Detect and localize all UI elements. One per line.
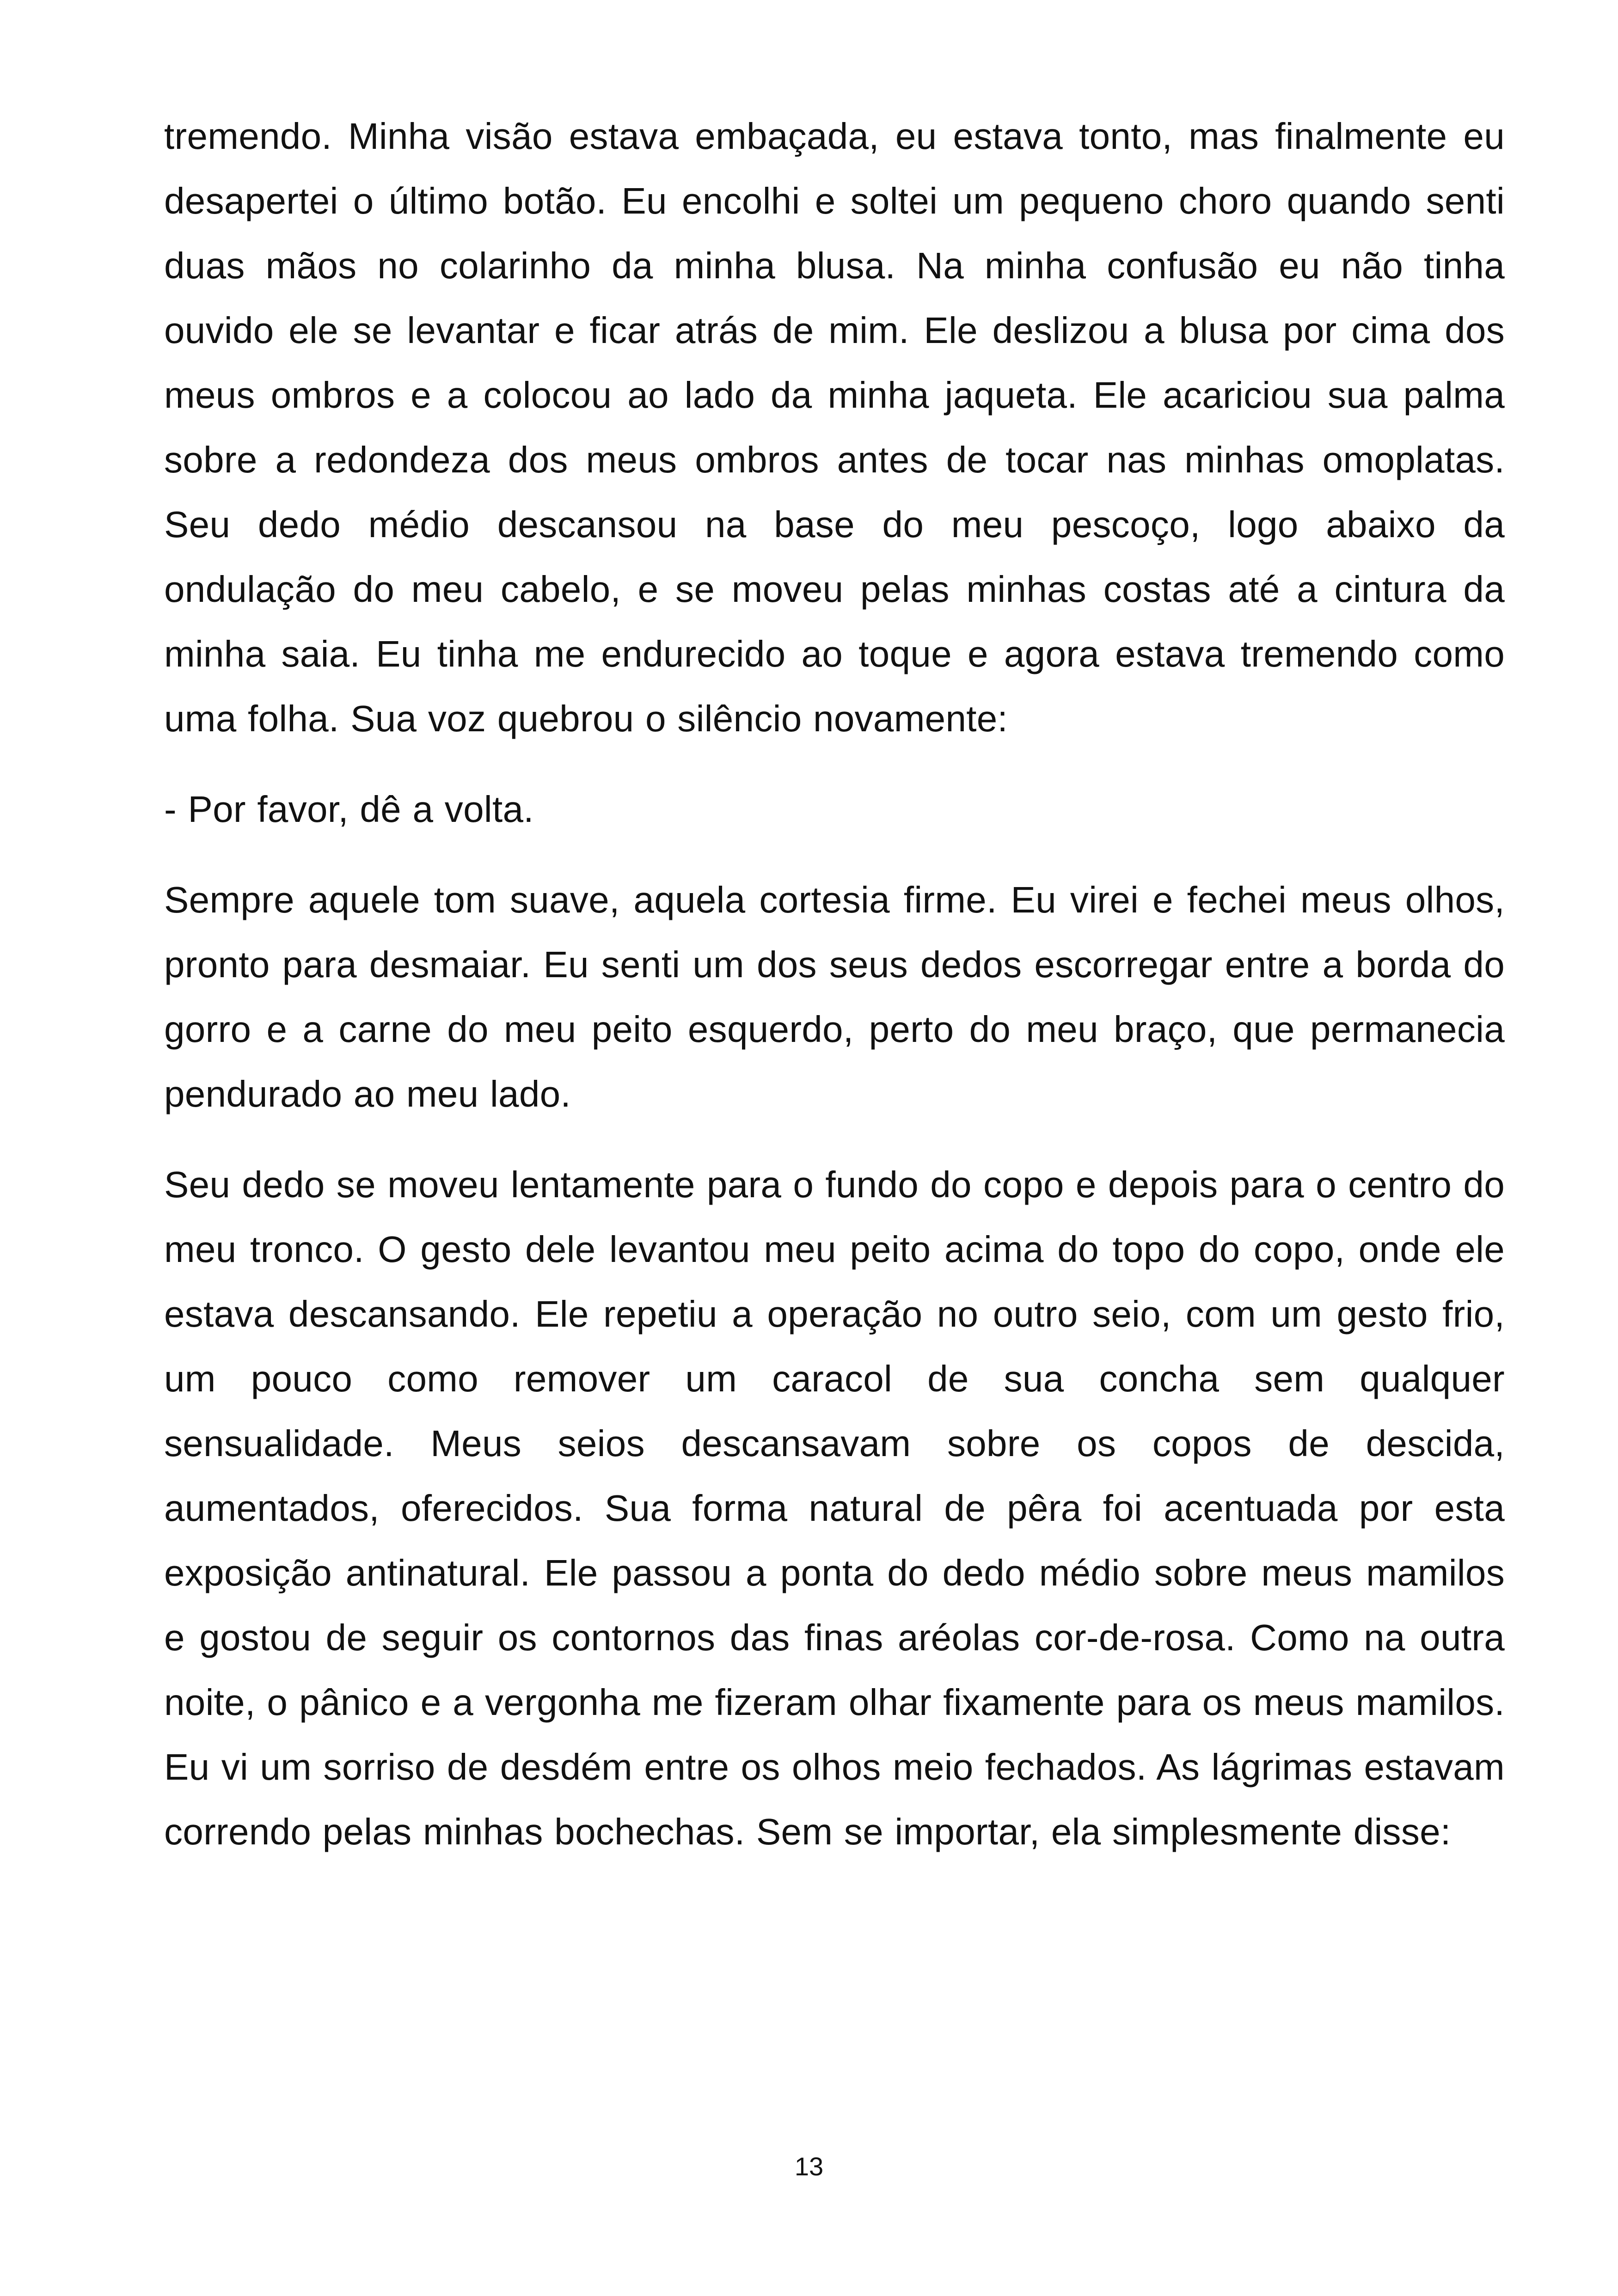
- paragraph: tremendo. Minha visão estava embaçada, eu estava tonto, mas finalmente eu desapertei o último botão. Eu encolhi e soltei um pequeno choro quando senti duas mãos no colarinho da minha blusa. Na minha confusão eu não tinha ouvido ele se levantar e ficar atrás de mim. Ele deslizou a blusa por cima dos meus ombros e a colocou ao lado da minha jaqueta. Ele acariciou sua palma sobre a redondeza dos meus ombros antes de tocar nas minhas omoplatas. Seu dedo médio descansou na base do meu pescoço, logo abaixo da ondulação do meu cabelo, e se moveu pelas minhas costas até a cintura da minha saia. Eu tinha me endurecido ao toque e agora estava tremendo como uma folha. Sua voz quebrou o silêncio novamente:: [164, 116, 1505, 739]
- paragraph: - Por favor, dê a volta.: [164, 789, 534, 830]
- paragraph: Seu dedo se moveu lentamente para o fundo do copo e depois para o centro do meu tronco. O gesto dele levantou meu peito acima do topo do copo, onde ele estava descansando. Ele repetiu a operação no outro seio, com um gesto frio, um pouco como remover um caracol de sua concha sem qualquer sensualidade. Meus seios descansavam sobre os copos de descida, aumentados, oferecidos. Sua forma natural de pêra foi acentuada por esta exposição antinatural. Ele passou a ponta do dedo médio sobre meus mamilos e gostou de seguir os contornos das finas aréolas cor-de-rosa. Como na outra noite, o pânico e a vergonha me fizeram olhar fixamente para os meus mamilos. Eu vi um sorriso de desdém entre os olhos meio fechados. As lágrimas estavam correndo pelas minhas bochechas. Sem se importar, ela simplesmente disse:: [164, 1164, 1505, 1852]
- page-number: 13: [794, 2152, 824, 2181]
- paragraph: Sempre aquele tom suave, aquela cortesia firme. Eu virei e fechei meus olhos, pronto para desmaiar. Eu senti um dos seus dedos escorregar entre a borda do gorro e a carne do meu peito esquerdo, perto do meu braço, que permanecia pendurado ao meu lado.: [164, 879, 1505, 1114]
- body-text: [164, 104, 1505, 1864]
